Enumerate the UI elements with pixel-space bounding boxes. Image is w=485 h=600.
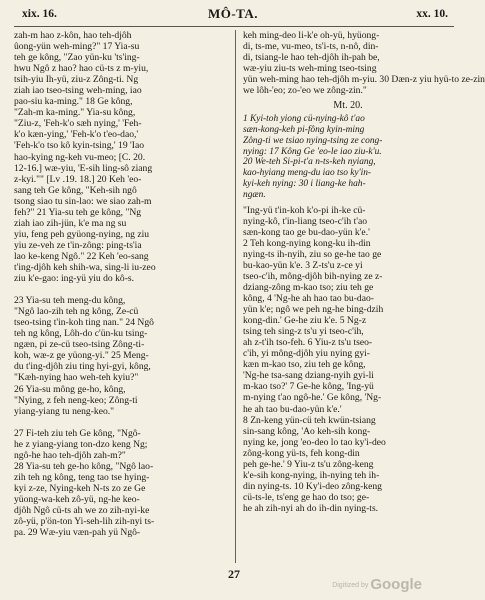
text-line: keh ming-deo li-k'e oh-yü, hyüong- bbox=[243, 30, 380, 41]
text-line: ûong-yün weh-ming?" 17 Yia-su bbox=[14, 41, 140, 53]
text-line: kông, 4 'Ng-he ah hao tao bu-dao- bbox=[243, 293, 374, 305]
text-line: du t'ing-djôh ziu ting hyi-gyi, kông, bbox=[14, 361, 151, 373]
right-column-top-text bbox=[243, 30, 485, 97]
summary-line: nying: 17 Kông Ge 'eo-le iao ziu-k'u. bbox=[243, 146, 382, 157]
summary-line: 20 We-teh Si-pi-t'a n-ts-keh nyiang, bbox=[243, 157, 376, 168]
text-line: zah-m hao z-kôn, hao teh-djôh bbox=[14, 30, 132, 41]
summary-line: kao-hyiang meng-du iao tso ky'in- bbox=[243, 168, 372, 179]
text-line: zô-yü, p'ön-ton Yi-seh-lih zih-nyi ts- bbox=[14, 516, 155, 528]
text-line: yiu, feng peh gyüong-nying, ng ziu bbox=[14, 228, 150, 240]
text-line: lao ke-keng Ngô." 22 Keh 'eo-sang bbox=[14, 250, 149, 262]
text-line: sin-sang kông, 'Ao keh-sih kong- bbox=[243, 425, 371, 437]
text-line: ziu k'e-gao: ing-yü yiu do kô-s. bbox=[14, 273, 135, 285]
text-line: bu-kao-yün k'e. 3 Z-ts'u z-ce yi bbox=[243, 259, 363, 271]
text-line: kong-din.' Ge-he ziu k'e. 5 Ng-z bbox=[243, 315, 367, 327]
header-rule bbox=[14, 26, 454, 27]
text-line: teh ge kông, "Zao yün-ku 'ts'ing- bbox=[14, 52, 140, 64]
text-line: koh, wæ-z ge yüong-yi." 25 Meng- bbox=[14, 350, 149, 362]
text-line: zông-kong yü-ts, feh kong-din bbox=[243, 447, 360, 459]
text-line: ziah iao zih-jün, k'e ma ng su bbox=[14, 217, 127, 229]
text-line: hao-kying ng-keh vu-meo; [C. 20. bbox=[14, 151, 146, 163]
text-line: pa. 29 Wæ-yiu væn-pah yü Ngô- bbox=[14, 527, 141, 539]
text-line: di, ts-me, vu-meo, ts'i-ts, n-nô, din- bbox=[243, 41, 379, 53]
chapter-heading: Mt. 20. bbox=[333, 100, 363, 112]
text-line: teh ng kông, Lôh-do c'ün-ku tsing- bbox=[14, 328, 148, 340]
text-line: tseo-c'ih, mông-djôh bih-nying ze z- bbox=[243, 270, 383, 282]
text-line: nying-kô, t'in-liang tseo-c'ih t'ao bbox=[243, 215, 368, 227]
text-line: di, tsiang-le hao teh-djôh ih-pah be, bbox=[243, 52, 380, 64]
text-line: sang teh Ge kông, "Keh-sih ngô bbox=[14, 184, 137, 196]
text-line: peh ge-he.' 9 Yiu-z ts'u zông-keng bbox=[243, 458, 374, 470]
text-line: k'o kæn-ying,' 'Feh-k'o t'eo-dao,' bbox=[14, 129, 139, 141]
text-line: m-kao tso?' 7 Ge-he kông, 'Ing-yü bbox=[243, 381, 374, 393]
text-line: tsih-yiu Ih-yü, ziu-z Zông-ti. Ng bbox=[14, 74, 139, 86]
text-line: k'e-sih kong-nying, ih-nying teh ih- bbox=[243, 469, 380, 481]
text-line: "Ing-yü t'in-koh k'o-pi ih-ke cü- bbox=[243, 204, 366, 216]
text-line: ziah iao tseo-tsing weh-ming, iao bbox=[14, 85, 142, 97]
text-line: yiang-yiang tu neng-keo." bbox=[14, 405, 115, 417]
header-title: MÔ-TA. bbox=[207, 6, 259, 21]
text-line: sæn-kong tao ge bu-dao-yün k'e.' bbox=[243, 226, 370, 238]
text-line: 12-16.] wæ-yiu, 'E-sih ling-sô ziang bbox=[14, 162, 153, 174]
text-line: 28 Yia-su teh ge-ho kông, "Ngô lao- bbox=[14, 460, 154, 472]
text-line: 2 Teh kong-nying kong-ku ih-din bbox=[243, 237, 371, 249]
text-line: he z yiang-yiang ton-dzo keng Ng; bbox=[14, 438, 148, 450]
text-line: yiu ze-veh ze t'in-zông: ping-ts'ia bbox=[14, 239, 142, 251]
text-line: "Nying, z feh neng-keo; Zông-ti bbox=[14, 394, 138, 406]
text-line: he ah tao bu-dao-yün k'e.' bbox=[243, 403, 342, 415]
summary-line: 1 Kyi-toh yiong cü-nying-kô t'ao bbox=[243, 114, 365, 125]
chapter-summary bbox=[243, 114, 453, 200]
page-number: 27 bbox=[228, 567, 240, 581]
text-line: "Ngô lao-zih teh ng kông, Ze-cü bbox=[14, 306, 139, 318]
text-line: ngæn, pi ze-cü tseo-tsing Zông-ti- bbox=[14, 339, 145, 351]
text-line: feh?" 21 Yia-su teh ge kông, "Ng bbox=[14, 206, 142, 218]
text-line: he ah zih-nyi ah do ih-din nying-ts. bbox=[243, 502, 379, 514]
text-line: z-kyi."" [Lv .19. 18.] 20 Keh 'eo- bbox=[14, 173, 142, 185]
summary-line: ngæn. bbox=[243, 189, 266, 200]
text-line: kæn m-kao tso, ziu teh ge kông, bbox=[243, 359, 366, 371]
summary-line: sæn-kong-keh pi-fông kyin-ming bbox=[243, 125, 365, 136]
text-line: 8 Zn-keng yün-cü teh kwün-tsiang bbox=[243, 414, 376, 426]
right-column bbox=[243, 30, 485, 514]
text-line: "Ziu-z, 'Feh-k'o sæh nying,' 'Feh- bbox=[14, 118, 142, 130]
watermark-prefix: Digitized by bbox=[332, 582, 369, 589]
text-line bbox=[14, 417, 224, 428]
text-line: yün weh-ming hao teh-djôh m-yiu. 30 Dæn-z yiu hyü-to ze-zin bbox=[243, 74, 485, 86]
header-right-reference: xx. 10. bbox=[416, 8, 448, 20]
text-line: ah z-t'ih tso-feh. 6 Yiu-z ts'u tseo- bbox=[243, 337, 373, 349]
text-line: 23 Yia-su teh meng-du kông, bbox=[14, 295, 126, 307]
text-line: tseo-tsing t'in-koh ting nan." 24 Ngô bbox=[14, 317, 154, 329]
text-line: nying ke, jong 'eo-deo lo tao ky'i-deo bbox=[243, 436, 386, 448]
text-line: 27 Fi-teh ziu teh Ge kông, "Ngô- bbox=[14, 427, 141, 439]
text-line: m-nying t'ao ngô-he.' Ge kông, 'Ng- bbox=[243, 392, 382, 404]
digitized-watermark bbox=[332, 576, 422, 593]
text-line: yün k'e; ngô we peh ng-he bing-dzih bbox=[243, 304, 384, 316]
text-line: cü-ts-le, ts'eng ge hao do tso; ge- bbox=[243, 491, 370, 503]
text-line: yüong-wa-keh zô-yü, ng-he keo- bbox=[14, 493, 140, 505]
text-line: ngô-he hao teh-djôh zah-m?" bbox=[14, 449, 126, 461]
text-line: 'Feh-k'o tso kô kyin-tsing,' 19 'Iao bbox=[14, 140, 145, 152]
right-column-bottom-text bbox=[243, 205, 453, 514]
summary-line: kyi-keh nying: 30 i liang-ke hah- bbox=[243, 179, 366, 190]
watermark-brand: Google bbox=[370, 576, 422, 593]
left-column bbox=[14, 30, 224, 538]
text-line: tsong siao tu sin-lao: we siao zah-m bbox=[14, 195, 152, 207]
text-line: wæ-yiu ziu-ts weh-ming tseo-tsing bbox=[243, 63, 377, 75]
text-line: 'Ng-he tsa-sang dziang-nyih gyi-li bbox=[243, 370, 374, 382]
text-line: din nying-ts. 10 Ky'i-deo zông-keng bbox=[243, 480, 382, 492]
text-line: 26 Yia-su mông ge-ho, kông, bbox=[14, 383, 126, 395]
text-line: pao-siu ka-ming." 18 Ge kông, bbox=[14, 96, 133, 108]
running-header bbox=[12, 4, 454, 26]
column-divider bbox=[235, 30, 236, 563]
text-line bbox=[14, 284, 224, 295]
summary-line: Zông-ti we tsiao nying-tsing ze cong- bbox=[243, 135, 383, 146]
text-line: zih teh ng kông, teng tao tse hying- bbox=[14, 471, 150, 483]
text-line: kyi z-ze, Nying-keh N-ts zo ze Ge bbox=[14, 482, 146, 494]
text-line: c'ih, yi mông-djôh yiu nying gyi- bbox=[243, 348, 370, 360]
text-line: nying-ts ih-nyih, ziu so ge-he tao ge bbox=[243, 248, 382, 260]
text-line: "Zah-m ka-ming." Yia-su kông, bbox=[14, 107, 136, 119]
text-line: t'ing-djôh keh shih-wa, sing-li iu-zeo bbox=[14, 261, 156, 273]
text-line: tsing teh sing-z ts'u yi tseo-c'ih, bbox=[243, 326, 364, 338]
text-line: we lôh-'eo; zo-'eo we zông-zin." bbox=[243, 85, 367, 97]
text-line: dziang-zông m-kao tso; ziu teh ge bbox=[243, 281, 374, 293]
text-line: "Kæh-nying hao weh-teh kyiu?" bbox=[14, 372, 139, 384]
header-left-reference: xix. 16. bbox=[22, 8, 57, 20]
text-line: hwu Ngô z hao? hao cü-ts z m-yiu, bbox=[14, 63, 149, 75]
text-line: djôh Ngô cü-ts ah we zo zih-nyi-ke bbox=[14, 505, 150, 517]
